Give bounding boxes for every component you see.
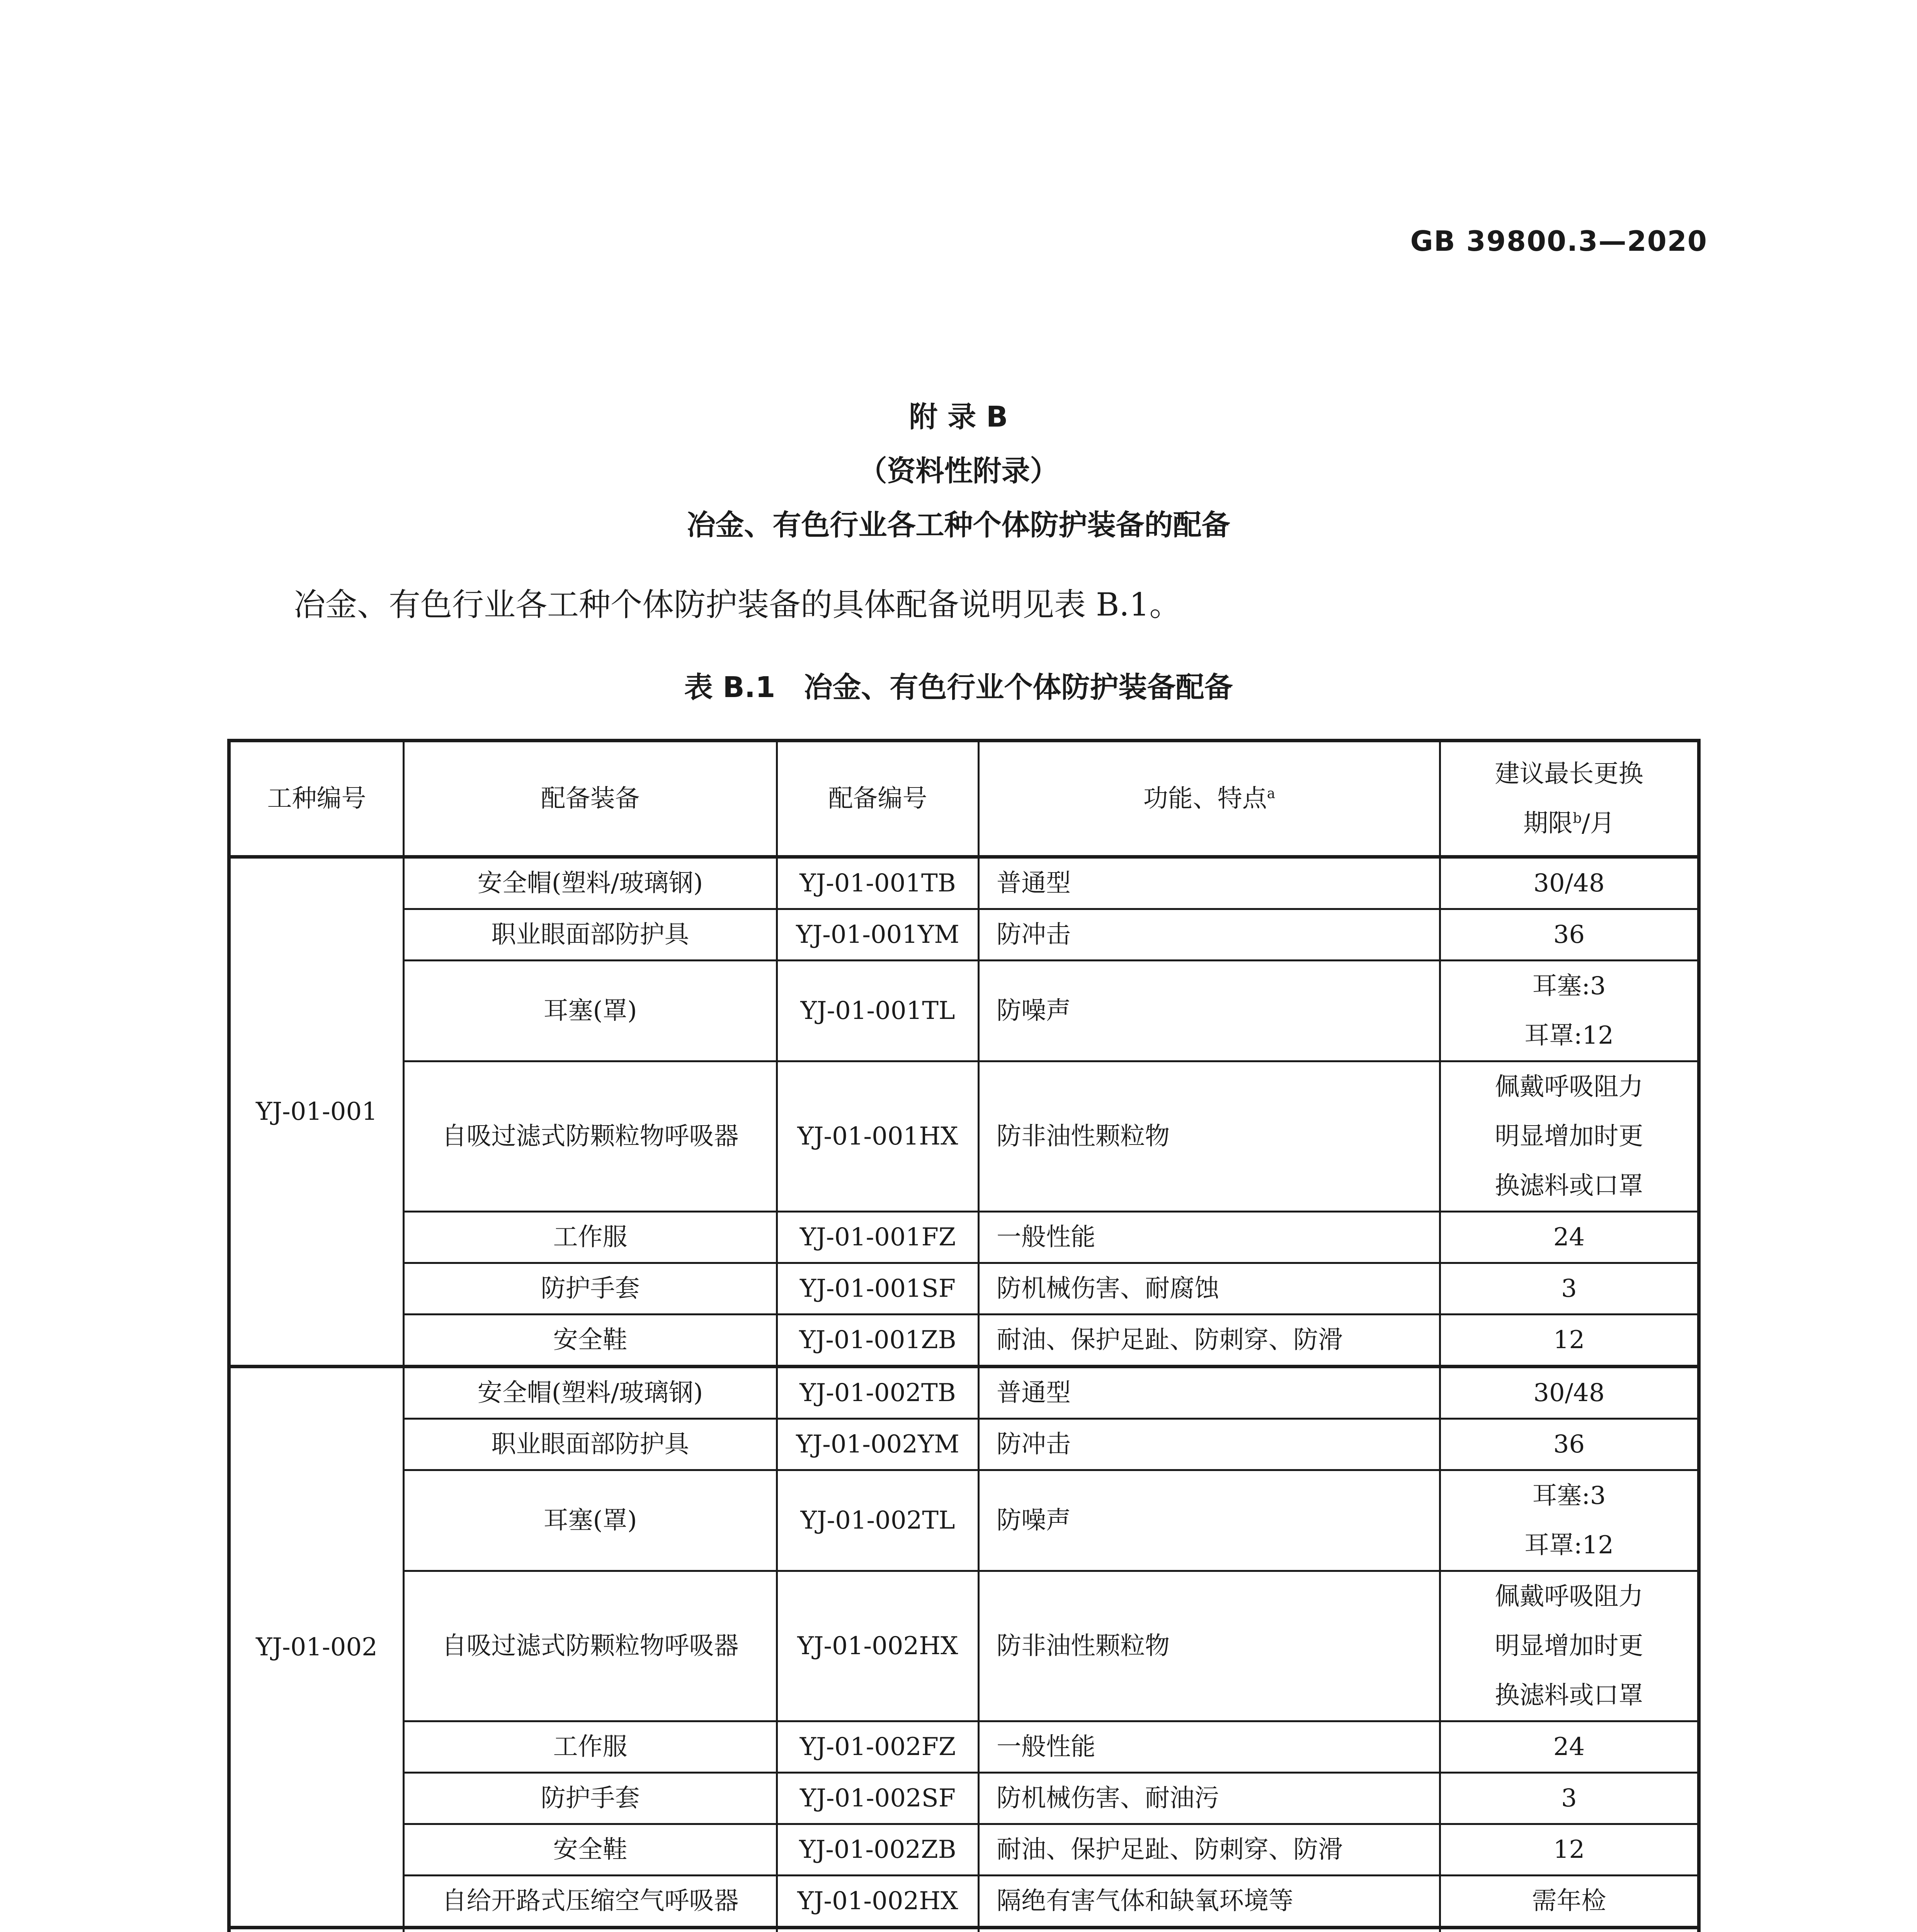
- equipment-code-cell: YJ-01-001ZB: [777, 1315, 979, 1367]
- equipment-code-cell: YJ-01-001YM: [777, 909, 979, 961]
- table-header-row: [229, 741, 1699, 857]
- equipment-code-cell: YJ-01-002TB: [777, 1367, 979, 1419]
- header-function-label: 功能、特点: [1143, 784, 1267, 813]
- header-job-code: 工种编号: [229, 741, 404, 857]
- equipment-cell: 耳塞(罩): [404, 1470, 777, 1571]
- replacement-period-cell: [1440, 1263, 1699, 1315]
- standard-code: GB 39800.3—2020: [1410, 225, 1708, 257]
- equipment-code-cell: YJ-01-001SF: [777, 1263, 979, 1315]
- equipment-cell: 安全鞋: [404, 1824, 777, 1876]
- replacement-period-cell: [1440, 1470, 1699, 1571]
- replacement-period-cell: [1440, 1571, 1699, 1721]
- period-line: 30/48: [1533, 869, 1605, 898]
- table-row: [229, 909, 1699, 961]
- job-code-cell: YJ-01-001: [229, 857, 404, 1367]
- function-cell: 普通型: [979, 1367, 1440, 1419]
- replacement-period-cell: [1440, 1315, 1699, 1367]
- header-replacement-period: [1440, 741, 1699, 857]
- equipment-cell: 职业眼面部防护具: [404, 1419, 777, 1470]
- table-row: [229, 1773, 1699, 1824]
- replacement-period-cell: [1440, 1876, 1699, 1928]
- period-line: 耳罩:12: [1524, 1021, 1614, 1050]
- function-cell: 耐油、保护足趾、防刺穿、防滑: [979, 1824, 1440, 1876]
- function-cell: 防噪声: [979, 961, 1440, 1061]
- header-equipment-code: 配备编号: [777, 741, 979, 857]
- replacement-period-cell: [1440, 1061, 1699, 1212]
- equipment-cell: 职业眼面部防护具: [404, 909, 777, 961]
- header-equipment: 配备装备: [404, 741, 777, 857]
- header-period-unit: /月: [1582, 809, 1615, 838]
- equipment-cell: 安全鞋: [404, 1315, 777, 1367]
- equipment-table: [227, 739, 1701, 1932]
- equipment-code-cell: YJ-01-001TL: [777, 961, 979, 1061]
- table-row: [229, 1367, 1699, 1419]
- header-period-line1: 建议最长更换: [1495, 760, 1643, 788]
- equipment-code-cell: [777, 1928, 979, 1932]
- table-row: [229, 1470, 1699, 1571]
- header-function: [979, 741, 1440, 857]
- period-line: 3: [1561, 1784, 1577, 1813]
- replacement-period-cell: [1440, 1773, 1699, 1824]
- footnote-mark-a: a: [1267, 786, 1276, 802]
- period-line: 耳塞:3: [1532, 972, 1606, 1000]
- table-row: [229, 961, 1699, 1061]
- table-row: [229, 1571, 1699, 1721]
- equipment-code-cell: YJ-01-002TL: [777, 1470, 979, 1571]
- table-row: [229, 1419, 1699, 1470]
- period-line: 12: [1553, 1326, 1585, 1354]
- equipment-code-cell: YJ-01-002FZ: [777, 1721, 979, 1773]
- table-row: [229, 1315, 1699, 1367]
- table-body: [229, 857, 1699, 1932]
- replacement-period-cell: [1440, 1419, 1699, 1470]
- table-row: [229, 1824, 1699, 1876]
- table-row: [229, 1061, 1699, 1212]
- function-cell: 防冲击: [979, 909, 1440, 961]
- replacement-period-cell: [1440, 1824, 1699, 1876]
- equipment-cell: 工作服: [404, 1721, 777, 1773]
- period-line: 12: [1553, 1835, 1585, 1864]
- appendix-type: （资料性附录）: [858, 454, 1059, 488]
- job-code-cell: [229, 1928, 404, 1932]
- replacement-period-cell: [1440, 961, 1699, 1061]
- replacement-period-cell: [1440, 1367, 1699, 1419]
- table-row: [229, 1721, 1699, 1773]
- table-caption: 表 B.1 冶金、有色行业个体防护装备配备: [684, 671, 1233, 704]
- period-line: 佩戴呼吸阻力: [1495, 1582, 1643, 1611]
- period-line: 换滤料或口罩: [1495, 1172, 1643, 1200]
- period-line: 需年检: [1532, 1887, 1606, 1915]
- equipment-code-cell: YJ-01-002HX: [777, 1571, 979, 1721]
- footnote-mark-b: b: [1573, 810, 1582, 827]
- table-row: [229, 1876, 1699, 1928]
- table-row: [229, 1212, 1699, 1263]
- period-line: 24: [1553, 1733, 1585, 1761]
- function-cell: 防机械伤害、耐油污: [979, 1773, 1440, 1824]
- function-cell: 防非油性颗粒物: [979, 1571, 1440, 1721]
- table-row: [229, 1928, 1699, 1932]
- period-line: 明显增加时更: [1495, 1122, 1643, 1151]
- equipment-code-cell: YJ-01-001FZ: [777, 1212, 979, 1263]
- period-line: [1453, 1929, 1686, 1932]
- appendix-title: 附 录 B: [909, 400, 1008, 434]
- equipment-code-cell: YJ-01-002HX: [777, 1876, 979, 1928]
- function-cell: 防冲击: [979, 1419, 1440, 1470]
- equipment-cell: [404, 1928, 777, 1932]
- header-period-label: 期限: [1523, 809, 1573, 838]
- period-line: 36: [1553, 920, 1585, 949]
- equipment-cell: 防护手套: [404, 1263, 777, 1315]
- function-cell: 一般性能: [979, 1212, 1440, 1263]
- period-line: 3: [1561, 1274, 1577, 1303]
- function-cell: 防非油性颗粒物: [979, 1061, 1440, 1212]
- table-row: [229, 1263, 1699, 1315]
- equipment-cell: 耳塞(罩): [404, 961, 777, 1061]
- replacement-period-cell: [1440, 857, 1699, 909]
- function-cell: 耐油、保护足趾、防刺穿、防滑: [979, 1315, 1440, 1367]
- replacement-period-cell: [1440, 1721, 1699, 1773]
- replacement-period-cell: [1440, 1212, 1699, 1263]
- replacement-period-cell: [1440, 1928, 1699, 1932]
- equipment-cell: 自给开路式压缩空气呼吸器: [404, 1876, 777, 1928]
- period-line: 换滤料或口罩: [1495, 1681, 1643, 1710]
- equipment-cell: 自吸过滤式防颗粒物呼吸器: [404, 1061, 777, 1212]
- function-cell: 一般性能: [979, 1721, 1440, 1773]
- job-code-cell: YJ-01-002: [229, 1367, 404, 1928]
- equipment-cell: 自吸过滤式防颗粒物呼吸器: [404, 1571, 777, 1721]
- function-cell: 普通型: [979, 857, 1440, 909]
- function-cell: [979, 1928, 1440, 1932]
- period-line: 佩戴呼吸阻力: [1495, 1073, 1643, 1101]
- period-line: 耳塞:3: [1532, 1481, 1606, 1510]
- period-line: 24: [1553, 1223, 1585, 1252]
- function-cell: 隔绝有害气体和缺氧环境等: [979, 1876, 1440, 1928]
- equipment-cell: 安全帽(塑料/玻璃钢): [404, 1367, 777, 1419]
- equipment-code-cell: YJ-01-002ZB: [777, 1824, 979, 1876]
- period-line: 明显增加时更: [1495, 1632, 1643, 1660]
- appendix-heading: 冶金、有色行业各工种个体防护装备的配备: [687, 509, 1230, 542]
- equipment-code-cell: YJ-01-002SF: [777, 1773, 979, 1824]
- period-line: 36: [1553, 1430, 1585, 1459]
- equipment-code-cell: YJ-01-002YM: [777, 1419, 979, 1470]
- replacement-period-cell: [1440, 909, 1699, 961]
- period-line: 耳罩:12: [1524, 1531, 1614, 1560]
- header-period-line2: [1453, 799, 1686, 848]
- equipment-cell: 工作服: [404, 1212, 777, 1263]
- equipment-cell: 防护手套: [404, 1773, 777, 1824]
- equipment-cell: 安全帽(塑料/玻璃钢): [404, 857, 777, 909]
- intro-paragraph: 冶金、有色行业各工种个体防护装备的具体配备说明见表 B.1。: [294, 587, 1181, 623]
- equipment-code-cell: YJ-01-001HX: [777, 1061, 979, 1212]
- period-line: 30/48: [1533, 1379, 1605, 1407]
- function-cell: 防机械伤害、耐腐蚀: [979, 1263, 1440, 1315]
- table-row: [229, 857, 1699, 909]
- equipment-code-cell: YJ-01-001TB: [777, 857, 979, 909]
- function-cell: 防噪声: [979, 1470, 1440, 1571]
